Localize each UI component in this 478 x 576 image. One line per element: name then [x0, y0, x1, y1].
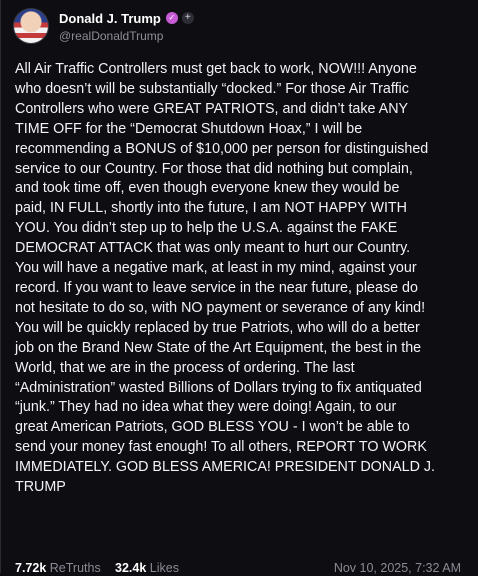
likes-stat[interactable] — [115, 560, 179, 576]
display-name[interactable]: Donald J. Trump — [59, 10, 161, 26]
check-badge-icon: ✓ — [166, 12, 178, 24]
retruths-stat[interactable] — [15, 560, 101, 576]
name-row — [59, 9, 194, 27]
post-text: All Air Traffic Controllers must get back to work, NOW!!! Anyone who doesn’t will be substantially “docked.” For those Air Traffic Controllers who were GREAT PATRIOTS, and didn’t take ANY TIME OFF for the “Democrat Shutdown Hoax,” I will be recommending a BONUS of $10,000 per person for distinguished service to our Country. For those that did nothing but complain, and took time off, even though everyone knew they would be paid, IN FULL, shortly into the future, I am NOT HAPPY WITH YOU. You didn’t step up to help the U.S.A. against the FAKE DEMOCRAT ATTACK that was only meant to hurt our Country. You will have a negative mark, at least in my mind, against your record. If you want to leave service in the near future, please do not hesitate to do so, with NO payment or severance of any kind! You will be quickly replaced by true Patriots, who will do a better job on the Brand New State of the Art Equipment, the best in the World, that we are in the process of ordering. The last “Administration” wasted Billions of Dollars trying to fix antiquated “junk.” They had no idea what they were doing! Again, to our great American Patriots, GOD BLESS YOU - I won’t be able to send your money fast enough! To all others, REPORT TO WORK IMMEDIATELY. GOD BLESS AMERICA! PRESIDENT DONALD J. TRUMP — [15, 61, 436, 496]
author-info — [59, 9, 194, 43]
likes-label: Likes — [149, 561, 179, 575]
post-footer — [15, 560, 475, 576]
avatar[interactable] — [13, 8, 49, 44]
likes-count: 32.4k — [115, 561, 147, 575]
retruths-label: ReTruths — [49, 561, 101, 575]
user-handle[interactable]: @realDonaldTrump — [59, 29, 164, 43]
retruths-count: 7.72k — [15, 561, 47, 575]
post-timestamp[interactable]: Nov 10, 2025, 7:32 AM — [333, 561, 461, 575]
plus-badge-icon: + — [182, 12, 194, 24]
post-header — [13, 6, 194, 46]
